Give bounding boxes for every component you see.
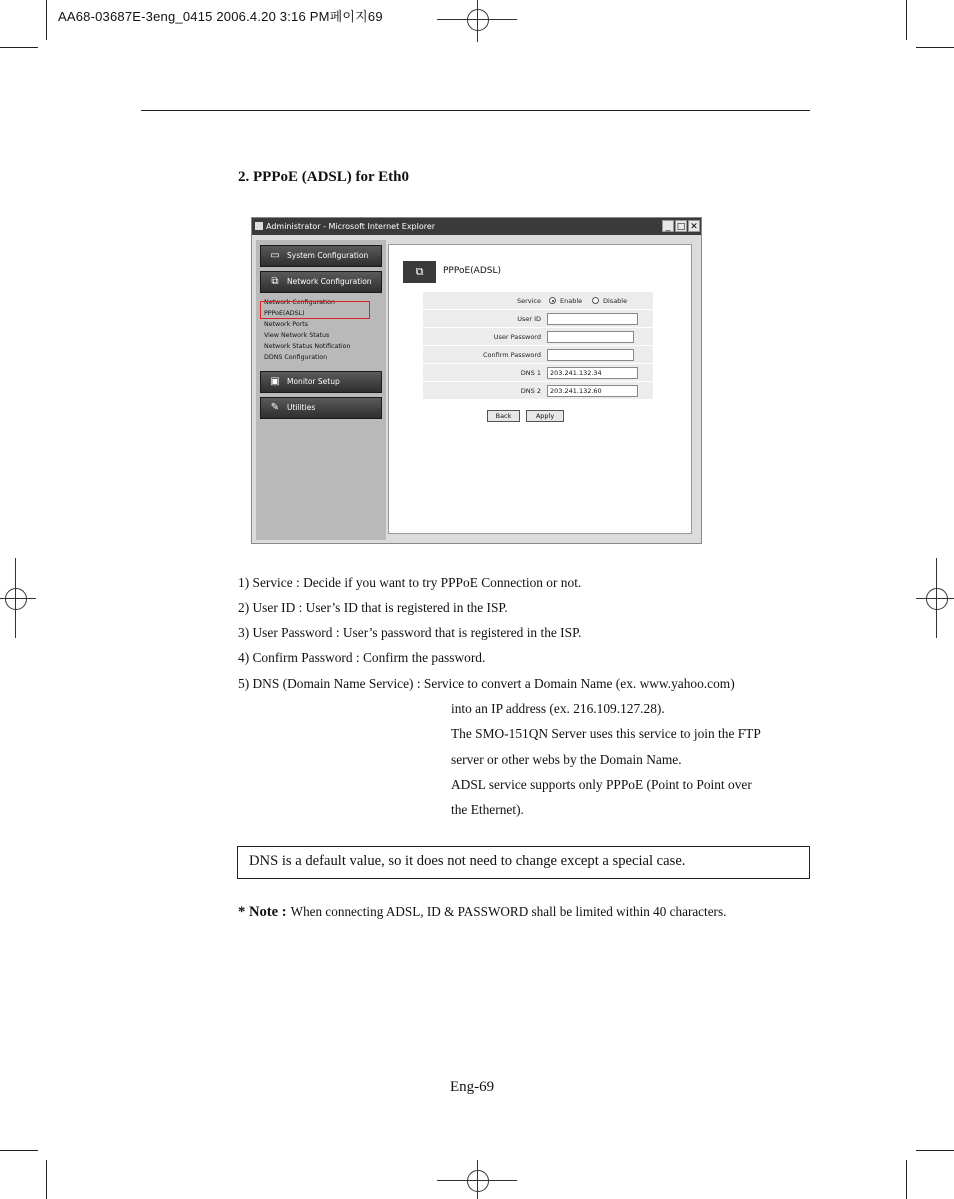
enable-label: Enable: [560, 297, 583, 305]
minimize-button[interactable]: _: [662, 220, 674, 232]
user-password-label: User Password: [493, 333, 541, 341]
apply-button[interactable]: Apply: [526, 410, 564, 422]
browser-screenshot: [251, 217, 702, 544]
disable-radio[interactable]: [592, 297, 599, 304]
sidebar-link-network-configuration[interactable]: Network Configuration: [264, 299, 335, 306]
close-button[interactable]: ✕: [688, 220, 700, 232]
header-rule: [141, 110, 810, 111]
section-title: 2. PPPoE (ADSL) for Eth0: [238, 169, 409, 185]
utilities-label: Utilities: [287, 403, 316, 412]
description-user-id: 2) User ID : User’s ID that is registered in the ISP.: [238, 600, 508, 615]
dns2-row: [423, 382, 653, 400]
description-dns-line: ADSL service supports only PPPoE (Point to Point over: [451, 777, 752, 792]
registration-mark-left: [0, 558, 36, 638]
description-service: 1) Service : Decide if you want to try PPPoE Connection or not.: [238, 575, 582, 590]
description-dns-line: server or other webs by the Domain Name.: [451, 752, 682, 767]
registration-mark-top: [437, 0, 517, 42]
note-label: * Note :: [238, 904, 287, 920]
crop-mark: [46, 0, 47, 40]
note-text: When connecting ADSL, ID & PASSWORD shall be limited within 40 characters.: [290, 904, 727, 919]
notice-box: [237, 846, 810, 879]
sidebar-link-network-status-notification[interactable]: Network Status Notification: [264, 343, 351, 350]
description-dns: 5) DNS (Domain Name Service) : Service to convert a Domain Name (ex. www.yahoo.com): [238, 676, 735, 691]
user-id-input[interactable]: [547, 313, 638, 325]
page-title: PPPoE(ADSL): [443, 266, 501, 276]
confirm-password-row: [423, 346, 653, 364]
ie-icon: [255, 222, 263, 230]
service-label: Service: [516, 297, 541, 305]
sidebar-link-ddns-configuration[interactable]: DDNS Configuration: [264, 354, 328, 361]
enable-radio[interactable]: [549, 297, 556, 304]
user-id-row: [423, 310, 653, 328]
network-configuration-label: Network Configuration: [287, 277, 372, 286]
crop-mark: [906, 0, 907, 40]
crop-mark: [916, 1150, 954, 1151]
highlight-box: [260, 301, 370, 319]
sidebar-link-pppoe-adsl[interactable]: PPPoE(ADSL): [264, 310, 305, 317]
dns1-input[interactable]: 203.241.132.34: [547, 367, 638, 379]
confirm-password-label: Confirm Password: [482, 351, 541, 359]
system-configuration-button[interactable]: [260, 245, 382, 267]
disable-label: Disable: [603, 297, 628, 305]
crop-mark: [0, 1150, 38, 1151]
maximize-button[interactable]: □: [676, 222, 686, 232]
page-number: Eng-69: [450, 1079, 495, 1095]
service-row: [423, 292, 653, 310]
window-title: Administrator - Microsoft Internet Explorer: [266, 222, 436, 231]
network-configuration-button[interactable]: [260, 271, 382, 293]
content-panel: [388, 244, 692, 534]
notice-text: DNS is a default value, so it does not need to change except a special case.: [249, 853, 686, 869]
print-header-code: AA68-03687E-3eng_0415 2006.4.20 3:16 PM페이지69: [58, 9, 383, 24]
description-dns-line: The SMO-151QN Server uses this service to join the FTP: [451, 726, 761, 741]
crop-mark: [0, 47, 38, 48]
system-configuration-label: System Configuration: [287, 251, 369, 260]
description-confirm-password: 4) Confirm Password : Confirm the password.: [238, 650, 486, 665]
dns1-label: DNS 1: [520, 369, 541, 377]
sidebar: [256, 240, 386, 540]
crop-mark: [46, 1160, 47, 1199]
utilities-button[interactable]: [260, 397, 382, 419]
dns2-input[interactable]: 203.241.132.60: [547, 385, 638, 397]
network-config-icon: ⧉: [271, 276, 279, 287]
user-password-row: [423, 328, 653, 346]
back-button[interactable]: Back: [487, 410, 520, 422]
dns1-row: [423, 364, 653, 382]
registration-mark-bottom: [437, 1160, 517, 1199]
sidebar-link-view-network-status[interactable]: View Network Status: [264, 332, 330, 339]
monitor-setup-label: Monitor Setup: [287, 377, 340, 386]
description-dns-line: into an IP address (ex. 216.109.127.28).: [451, 701, 665, 716]
crop-mark: [906, 1160, 907, 1199]
description-dns-line: the Ethernet).: [451, 802, 524, 817]
network-page-icon: ⧉: [403, 261, 436, 283]
registration-mark-right: [916, 558, 954, 638]
system-config-icon: ▭: [270, 250, 280, 261]
user-id-label: User ID: [517, 315, 541, 323]
sidebar-link-network-ports[interactable]: Network Ports: [264, 321, 309, 328]
monitor-setup-button[interactable]: [260, 371, 382, 393]
crop-mark: [916, 47, 954, 48]
user-password-input[interactable]: [547, 331, 634, 343]
window-titlebar: [252, 218, 701, 235]
monitor-icon: ▣: [270, 376, 280, 387]
confirm-password-input[interactable]: [547, 349, 634, 361]
description-user-password: 3) User Password : User’s password that is registered in the ISP.: [238, 625, 582, 640]
dns2-label: DNS 2: [520, 387, 541, 395]
note: [238, 903, 726, 921]
tools-icon: ✎: [270, 402, 280, 413]
